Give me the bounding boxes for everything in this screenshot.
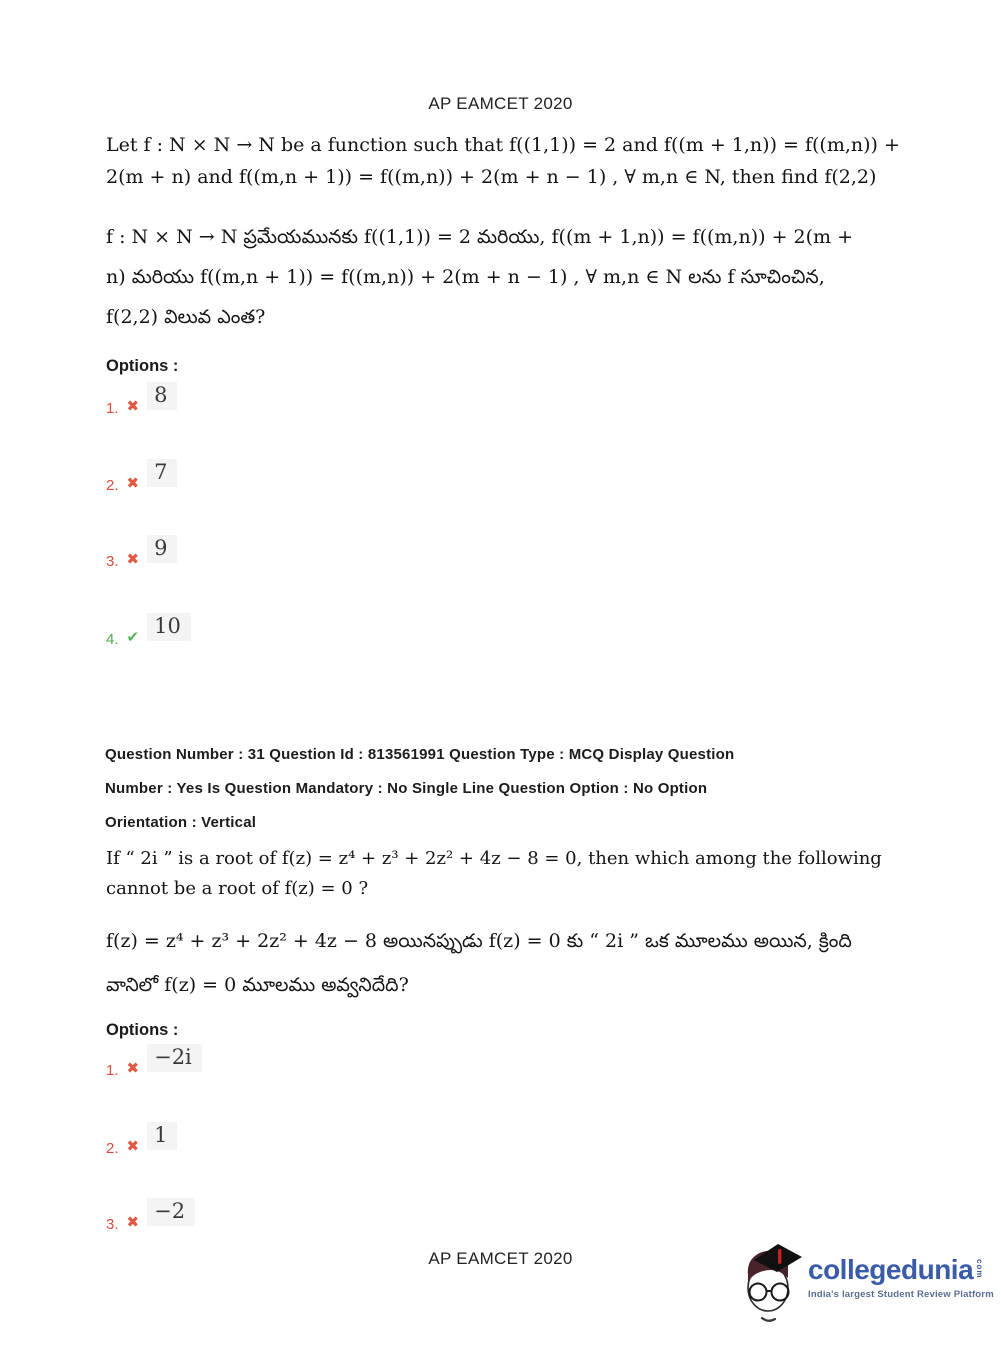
collegedunia-mascot-icon bbox=[742, 1240, 804, 1324]
q31-telugu-line-1: f(z) = z⁴ + z³ + 2z² + 4z − 8 అయినప్పుడు f(z) = 0 కు “ 2i ” ఒక మూలము అయిన, క్రింది bbox=[106, 930, 852, 952]
q30-telugu-line-1: f : N × N → N ప్రమేయమునకు f((1,1)) = 2 మరియు, f((m + 1,n)) = f((m,n)) + 2(m + bbox=[106, 226, 854, 248]
question-metadata-line-2: Number : Yes Is Question Mandatory : No Single Line Question Option : No Option bbox=[105, 780, 708, 797]
q30-option-3 bbox=[106, 536, 177, 571]
logo-tld-text: com bbox=[975, 1259, 985, 1279]
option-value: 10 bbox=[147, 613, 191, 641]
logo-brand-text: collegedunia bbox=[808, 1254, 974, 1285]
q31-option-1 bbox=[106, 1045, 202, 1080]
cross-icon: ✖ bbox=[126, 1214, 140, 1231]
option-number: 2. bbox=[106, 1140, 119, 1157]
logo-tagline: India's largest Student Review Platform bbox=[808, 1289, 994, 1300]
option-value: 1 bbox=[147, 1122, 177, 1150]
option-value: 7 bbox=[147, 459, 177, 487]
question-metadata-line-1: Question Number : 31 Question Id : 813561991 Question Type : MCQ Display Question bbox=[105, 746, 735, 763]
collegedunia-logo bbox=[742, 1240, 994, 1324]
cross-icon: ✖ bbox=[126, 551, 140, 568]
option-number: 2. bbox=[106, 477, 119, 494]
q30-english-line-1: Let f : N × N → N be a function such that f((1,1)) = 2 and f((m + 1,n)) = f((m,n)) + bbox=[106, 134, 900, 156]
q30-english-line-2: 2(m + n) and f((m,n + 1)) = f((m,n)) + 2(m + n − 1) , ∀ m,n ∈ N, then find f(2,2) bbox=[106, 166, 877, 188]
question-metadata-line-3: Orientation : Vertical bbox=[105, 814, 257, 831]
q31-telugu-line-2: వానిలో f(z) = 0 మూలము అవ్వనిదేది? bbox=[106, 974, 409, 996]
q30-option-2 bbox=[106, 460, 177, 495]
option-number: 3. bbox=[106, 1216, 119, 1233]
q31-options-label: Options : bbox=[106, 1021, 179, 1039]
q31-option-2 bbox=[106, 1123, 177, 1158]
cross-icon: ✖ bbox=[126, 1138, 140, 1155]
option-number: 1. bbox=[106, 1062, 119, 1079]
footer-title: AP EAMCET 2020 bbox=[428, 1249, 573, 1268]
cross-icon: ✖ bbox=[126, 475, 140, 492]
q30-option-4 bbox=[106, 614, 191, 649]
q30-telugu-line-2: n) మరియు f((m,n + 1)) = f((m,n)) + 2(m + n − 1) , ∀ m,n ∈ N లను f సూచించిన, bbox=[106, 266, 825, 288]
q31-english-line-1: If “ 2i ” is a root of f(z) = z⁴ + z³ + 2z² + 4z − 8 = 0, then which among the following bbox=[106, 848, 882, 869]
cross-icon: ✖ bbox=[126, 1060, 140, 1077]
check-icon: ✔ bbox=[126, 629, 140, 646]
header-title: AP EAMCET 2020 bbox=[428, 94, 573, 113]
q30-option-1 bbox=[106, 383, 177, 418]
q30-telugu-line-3: f(2,2) విలువ ఎంత? bbox=[106, 306, 266, 328]
option-number: 3. bbox=[106, 553, 119, 570]
option-value: −2 bbox=[147, 1198, 195, 1226]
option-number: 4. bbox=[106, 631, 119, 648]
cross-icon: ✖ bbox=[126, 398, 140, 415]
option-value: 9 bbox=[147, 535, 177, 563]
option-number: 1. bbox=[106, 400, 119, 417]
q31-english-line-2: cannot be a root of f(z) = 0 ? bbox=[106, 878, 369, 899]
q31-option-3 bbox=[106, 1199, 195, 1234]
option-value: −2i bbox=[147, 1044, 202, 1072]
q30-options-label: Options : bbox=[106, 357, 179, 375]
logo-text-block bbox=[808, 1240, 994, 1300]
option-value: 8 bbox=[147, 382, 177, 410]
